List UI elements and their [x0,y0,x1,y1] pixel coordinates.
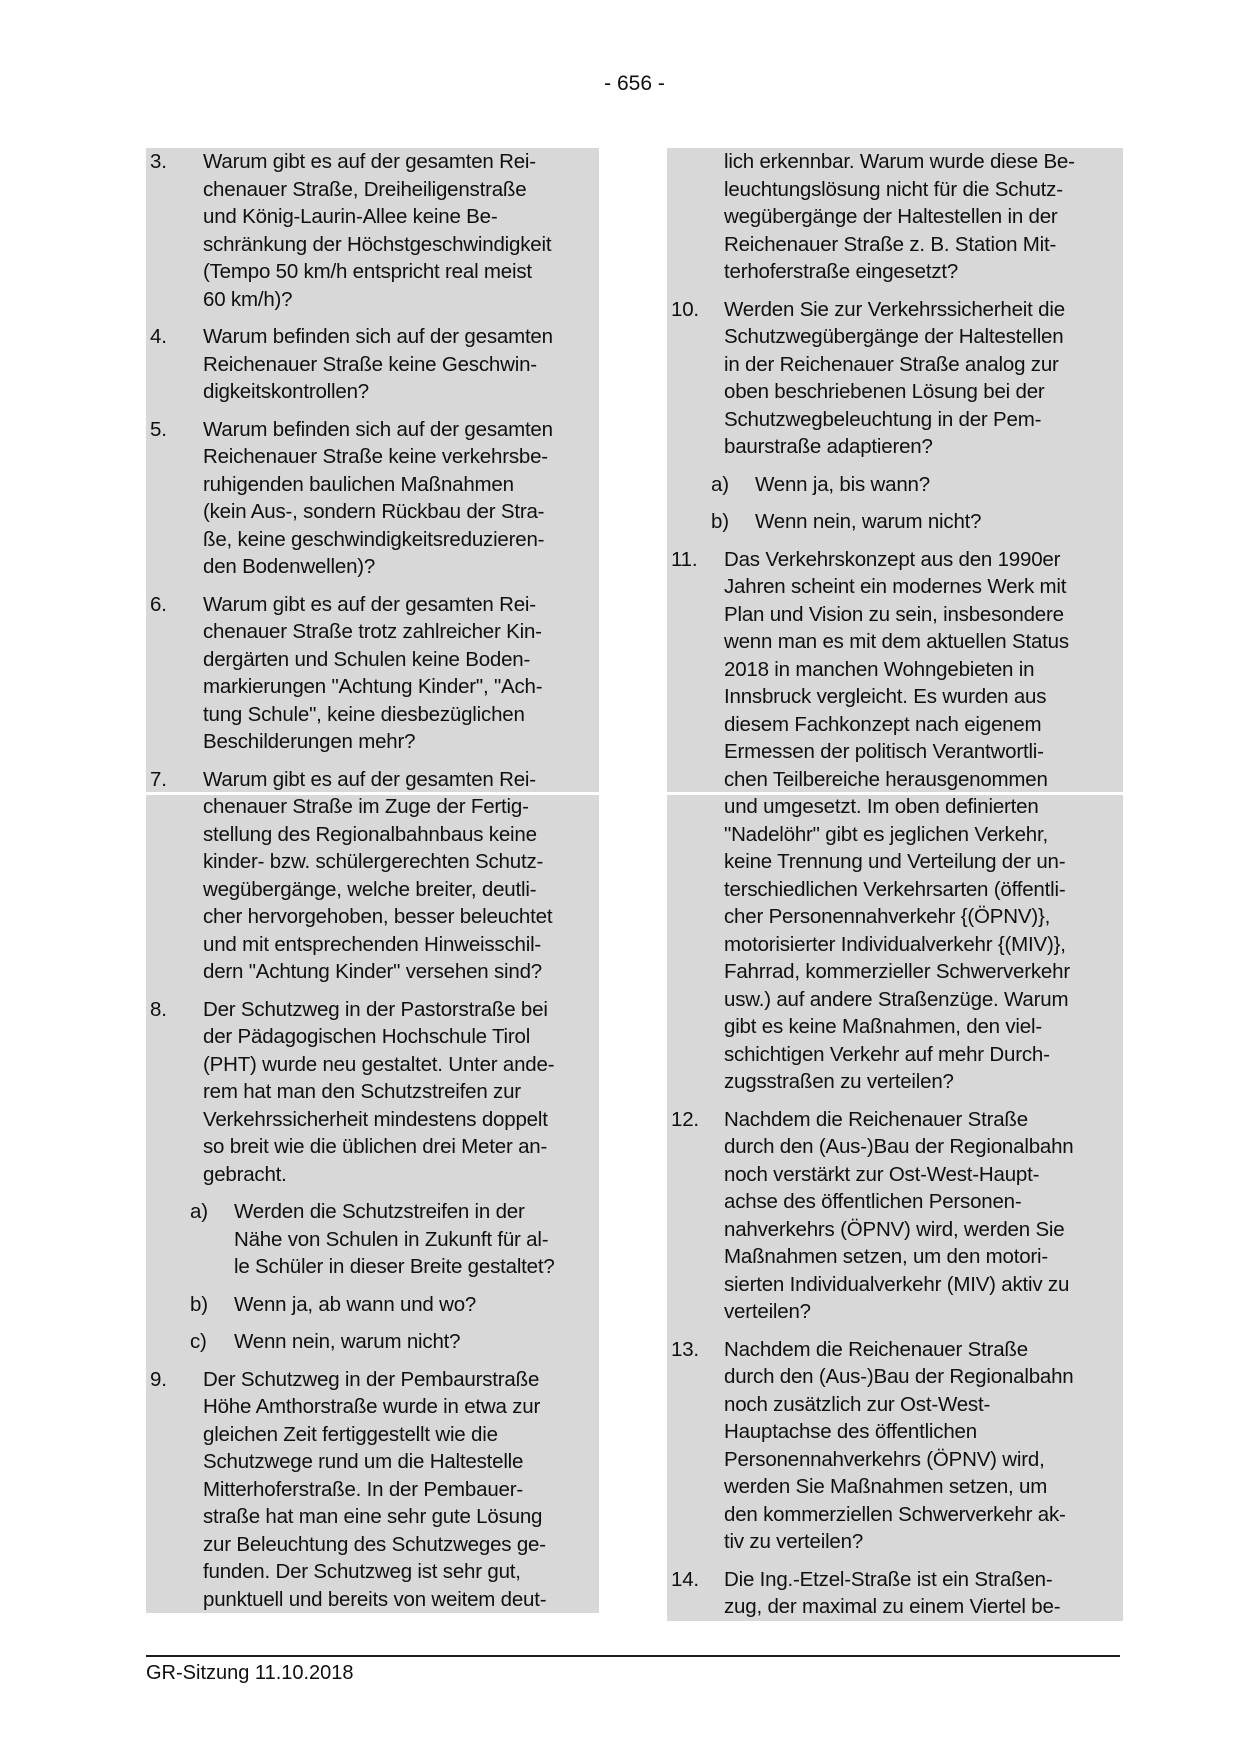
text-line: terhoferstraße eingesetzt? [724,260,959,283]
text-line: cher hervorgehoben, besser beleuchtet [203,905,553,928]
text-line: noch verstärkt zur Ost-West-Haupt- [724,1162,1040,1186]
item-number: 7. [150,767,167,791]
text-line: chenauer Straße trotz zahlreicher Kin- [203,620,542,643]
item-lines [203,996,599,1189]
text-line: und König-Laurin-Allee keine Be- [203,205,498,228]
text-line: schichtigen Verkehr auf mehr Durch- [724,1042,1050,1066]
subitem-lines [234,1198,599,1281]
text-line: Ermessen der politisch Verantwortli- [724,740,1044,763]
text-line: Warum gibt es auf der gesamten Rei- [203,592,536,616]
text-line: Personennahverkehrs (ÖPNV) wird, [724,1447,1045,1471]
text-line: terschiedlichen Verkehrsarten (öffentli- [724,877,1066,901]
item-main-row [667,1566,1123,1621]
text-line: Hauptachse des öffentlichen [724,1420,977,1443]
text-line: Wenn ja, bis wann? [755,472,930,496]
text-line: Wenn nein, warum nicht? [755,510,982,533]
text-line: 2018 in manchen Wohngebieten in [724,657,1035,681]
text-line: Wenn nein, warum nicht? [234,1330,461,1353]
text-line: den kommerziellen Schwerverkehr ak- [724,1502,1066,1526]
subitem-label: a) [711,472,729,496]
item-number: 12. [671,1107,699,1131]
item-main-row [146,996,599,1189]
footer-divider [146,1655,1120,1657]
text-line: Maßnahmen setzen, um den motori- [724,1245,1049,1268]
question-item [146,323,599,406]
item-main-row [667,1336,1123,1556]
text-line: Werden die Schutzstreifen in der [234,1200,525,1223]
text-line: baurstraße adaptieren? [724,435,933,458]
item-main-row [146,323,599,406]
text-line: Das Verkehrskonzept aus den 1990er [724,547,1061,571]
text-line: leuchtungslösung nicht für die Schutz- [724,177,1063,201]
text-line: 60 km/h)? [203,287,293,311]
text-line: Höhe Amthorstraße wurde in etwa zur [203,1395,541,1418]
text-line: Nachdem die Reichenauer Straße [724,1107,1028,1131]
text-line: keine Trennung und Verteilung der un- [724,850,1066,873]
text-line: (Tempo 50 km/h entspricht real meist [203,260,532,283]
text-line: cher Personennahverkehr {(ÖPNV)}, [724,905,1051,928]
item-lines [203,1366,599,1614]
question-item [146,416,599,581]
item-number: 9. [150,1367,167,1391]
item-lines [724,1106,1123,1326]
subitem [711,508,1123,536]
subitem-lines [234,1291,599,1319]
text-line: Plan und Vision zu sein, insbesondere [724,602,1064,626]
question-item [146,591,599,756]
subitem [711,471,1123,499]
highlight-seam [146,792,599,795]
question-item [667,296,1123,536]
question-item [667,546,1123,1096]
text-line: punktuell und bereits von weitem deut- [203,1587,547,1611]
text-line: zugsstraßen zu verteilen? [724,1070,954,1093]
column-left [146,148,599,1613]
item-number: 6. [150,592,167,616]
subitem [190,1291,599,1319]
item-main-row [146,591,599,756]
text-line: Schutzwegbeleuchtung in der Pem- [724,407,1042,431]
subitem-label: b) [711,510,729,533]
item-lines [724,1336,1123,1556]
subitem-lines [755,471,1123,499]
text-line: Wenn ja, ab wann und wo? [234,1292,477,1316]
item-lines [203,323,599,406]
text-line: stellung des Regionalbahnbaus keine [203,822,537,846]
text-line: werden Sie Maßnahmen setzen, um [724,1475,1048,1498]
text-line: gleichen Zeit fertiggestellt wie die [203,1422,498,1446]
text-line: den Bodenwellen)? [203,555,376,578]
text-line: rem hat man den Schutzstreifen zur [203,1080,521,1103]
text-line: zur Beleuchtung des Schutzweges ge- [203,1532,546,1556]
item-number: 11. [671,547,698,571]
question-item [146,148,599,313]
text-line: Warum gibt es auf der gesamten Rei- [203,150,536,173]
item-main-row [667,546,1123,1096]
item-lines [724,546,1123,1096]
text-line: dergärten und Schulen keine Boden- [203,647,531,671]
text-line: Der Schutzweg in der Pastorstraße bei [203,997,548,1021]
subitem-lines [234,1328,599,1356]
item-number: 5. [150,417,167,441]
item-main-row [146,416,599,581]
text-line: der Pädagogischen Hochschule Tirol [203,1025,531,1048]
text-line: ße, keine geschwindigkeitsreduzieren- [203,527,545,551]
question-item [667,148,1123,286]
text-line: sierten Individualverkehr (MIV) aktiv zu [724,1272,1070,1296]
text-line: motorisierter Individualverkehr {(MIV)}, [724,932,1066,956]
text-line: Beschilderungen mehr? [203,730,416,753]
text-line: nahverkehrs (ÖPNV) wird, werden Sie [724,1217,1065,1241]
text-line: Innsbruck vergleicht. Es wurden aus [724,685,1047,708]
subitem [190,1328,599,1356]
question-item [146,766,599,986]
text-line: lich erkennbar. Warum wurde diese Be- [724,150,1075,173]
question-item [667,1336,1123,1556]
text-line: achse des öffentlichen Personen- [724,1190,1022,1213]
item-number: 4. [150,325,167,348]
item-lines [203,148,599,313]
text-line: Schutzwegübergänge der Haltestellen [724,325,1064,348]
item-main-row [667,1106,1123,1326]
text-line: und mit entsprechenden Hinweisschil- [203,932,542,956]
text-line: diesem Fachkonzept nach eigenem [724,712,1042,736]
item-lines [203,766,599,986]
column-right [667,148,1123,1621]
item-main-row [146,766,599,986]
text-line: Reichenauer Straße keine verkehrsbe- [203,445,548,468]
item-lines [203,416,599,581]
text-line: Fahrrad, kommerzieller Schwerverkehr [724,960,1070,983]
text-line: kinder- bzw. schülergerechten Schutz- [203,850,544,873]
item-number: 10. [671,297,699,321]
text-line: Schutzwege rund um die Haltestelle [203,1450,524,1473]
subitem-label: c) [190,1330,207,1353]
text-line: Warum befinden sich auf der gesamten [203,417,553,441]
text-line: wegübergänge der Haltestellen in der [724,205,1058,228]
text-line: so breit wie die üblichen drei Meter an- [203,1135,548,1158]
item-main-row [146,148,599,313]
question-item [667,1106,1123,1326]
text-line: le Schüler in dieser Breite gestaltet? [234,1255,555,1278]
text-line: Der Schutzweg in der Pembaurstraße [203,1367,540,1391]
text-line: oben beschriebenen Lösung bei der [724,380,1045,403]
text-line: wenn man es mit dem aktuellen Status [724,630,1069,653]
text-line: gebracht. [203,1162,287,1186]
text-line: chenauer Straße, Dreiheiligenstraße [203,177,527,201]
highlight-seam [667,792,1123,795]
item-lines [724,148,1123,286]
text-line: durch den (Aus-)Bau der Regionalbahn [724,1135,1074,1158]
footer-text: GR-Sitzung 11.10.2018 [146,1662,354,1684]
text-line: digkeitskontrollen? [203,380,369,403]
text-line: wegübergänge, welche breiter, deutli- [203,877,537,901]
text-line: ruhigenden baulichen Maßnahmen [203,472,514,496]
text-line: Warum befinden sich auf der gesamten [203,325,553,348]
text-line: Verkehrssicherheit mindestens doppelt [203,1107,548,1131]
text-line: "Nadelöhr" gibt es jeglichen Verkehr, [724,822,1048,846]
text-line: funden. Der Schutzweg ist sehr gut, [203,1560,521,1583]
text-line: Die Ing.-Etzel-Straße ist ein Straßen- [724,1567,1053,1591]
text-line: chen Teilbereiche herausgenommen [724,767,1048,791]
text-line: tiv zu verteilen? [724,1530,864,1553]
text-line: gibt es keine Maßnahmen, den viel- [724,1015,1042,1038]
text-line: verteilen? [724,1300,811,1323]
subitem [190,1198,599,1281]
item-number: 8. [150,997,167,1021]
item-number: 14. [671,1567,699,1591]
item-lines [203,591,599,756]
text-line: usw.) auf andere Straßenzüge. Warum [724,987,1069,1011]
text-line: Nähe von Schulen in Zukunft für al- [234,1227,549,1251]
text-line: in der Reichenauer Straße analog zur [724,352,1059,376]
text-line: markierungen "Achtung Kinder", "Ach- [203,675,543,698]
text-line: Nachdem die Reichenauer Straße [724,1337,1028,1361]
item-number: 3. [150,150,167,173]
item-lines [724,296,1123,461]
subitem-lines [755,508,1123,536]
text-line: schränkung der Höchstgeschwindigkeit [203,232,552,256]
text-line: Mitterhoferstraße. In der Pembauer- [203,1477,523,1501]
text-line: Jahren scheint ein modernes Werk mit [724,575,1067,598]
question-item [146,996,599,1356]
item-number: 13. [671,1337,699,1361]
text-line: straße hat man eine sehr gute Lösung [203,1505,543,1528]
text-line: chenauer Straße im Zuge der Fertig- [203,795,529,818]
subitem-label: a) [190,1200,208,1223]
item-lines [724,1566,1123,1621]
subitem-label: b) [190,1292,208,1316]
text-line: (PHT) wurde neu gestaltet. Unter ande- [203,1052,555,1076]
text-line: noch zusätzlich zur Ost-West- [724,1392,991,1416]
text-line: durch den (Aus-)Bau der Regionalbahn [724,1365,1074,1388]
text-line: und umgesetzt. Im oben definierten [724,795,1039,818]
text-line: Werden Sie zur Verkehrssicherheit die [724,297,1065,321]
item-main-row [667,148,1123,286]
text-line: (kein Aus-, sondern Rückbau der Stra- [203,500,545,523]
text-line: dern "Achtung Kinder" versehen sind? [203,960,542,983]
item-main-row [146,1366,599,1614]
item-main-row [667,296,1123,461]
text-line: Reichenauer Straße z. B. Station Mit- [724,232,1057,256]
text-line: zug, der maximal zu einem Viertel be- [724,1595,1061,1618]
page-number: - 656 - [604,72,665,95]
text-line: Warum gibt es auf der gesamten Rei- [203,767,536,791]
item-number [667,148,724,286]
question-item [146,1366,599,1614]
text-line: tung Schule", keine diesbezüglichen [203,702,525,726]
text-line: Reichenauer Straße keine Geschwin- [203,352,537,376]
question-item [667,1566,1123,1621]
